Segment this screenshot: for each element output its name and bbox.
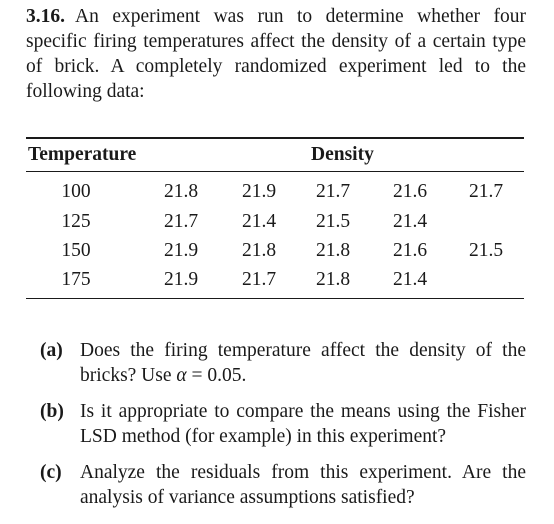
density-cell: 21.9 (163, 269, 199, 290)
density-cell: 21.5 (468, 240, 504, 261)
table-bottom-rule (26, 298, 524, 299)
question-part-b (40, 399, 526, 449)
density-cell: 21.7 (163, 211, 199, 232)
part-label: (a) (40, 340, 63, 361)
density-cell: 21.8 (241, 240, 277, 261)
header-temperature: Temperature (28, 144, 137, 165)
density-cell: 21.8 (163, 181, 199, 202)
table-row (0, 240, 554, 264)
question-part-c (40, 460, 526, 510)
density-cell: 21.7 (468, 181, 504, 202)
part-text: Analyze the residuals from this experiment. Are the analysis of variance assumptions satisfied? (80, 462, 526, 508)
density-cell: 21.4 (392, 211, 428, 232)
density-cell: 21.6 (392, 240, 428, 261)
density-cell: 21.5 (315, 211, 351, 232)
density-cell: 21.6 (392, 181, 428, 202)
temperature-cell: 175 (61, 269, 91, 290)
table-header-rule (26, 171, 524, 172)
problem-statement (26, 4, 526, 104)
density-cell: 21.7 (315, 181, 351, 202)
part-text: Is it appropriate to compare the means using the Fisher LSD method (for example) in this experiment? (80, 401, 526, 447)
table-row (0, 269, 554, 293)
question-part-a (40, 338, 526, 388)
temperature-cell: 100 (61, 181, 91, 202)
density-cell: 21.8 (315, 269, 351, 290)
alpha-symbol: α (176, 365, 187, 386)
temperature-cell: 150 (61, 240, 91, 261)
part-text: = 0.05. (186, 365, 247, 386)
temperature-cell: 125 (61, 211, 91, 232)
density-cell: 21.4 (392, 269, 428, 290)
table-row (0, 211, 554, 235)
density-cell: 21.8 (315, 240, 351, 261)
density-cell: 21.9 (241, 181, 277, 202)
question-parts (40, 338, 526, 521)
header-density: Density (311, 144, 374, 165)
density-cell: 21.4 (241, 211, 277, 232)
part-label: (b) (40, 401, 64, 422)
table-top-rule (26, 137, 524, 139)
problem-text: An experiment was run to determine whether four specific firing temperatures affect the density of a certain type of brick. A completely randomized experiment led to the following data: (26, 6, 526, 102)
density-cell: 21.9 (163, 240, 199, 261)
part-text: Does the firing temperature affect the density of the bricks? Use (80, 340, 526, 386)
table-row (0, 181, 554, 205)
part-label: (c) (40, 462, 62, 483)
problem-number: 3.16. (26, 6, 65, 27)
density-cell: 21.7 (241, 269, 277, 290)
